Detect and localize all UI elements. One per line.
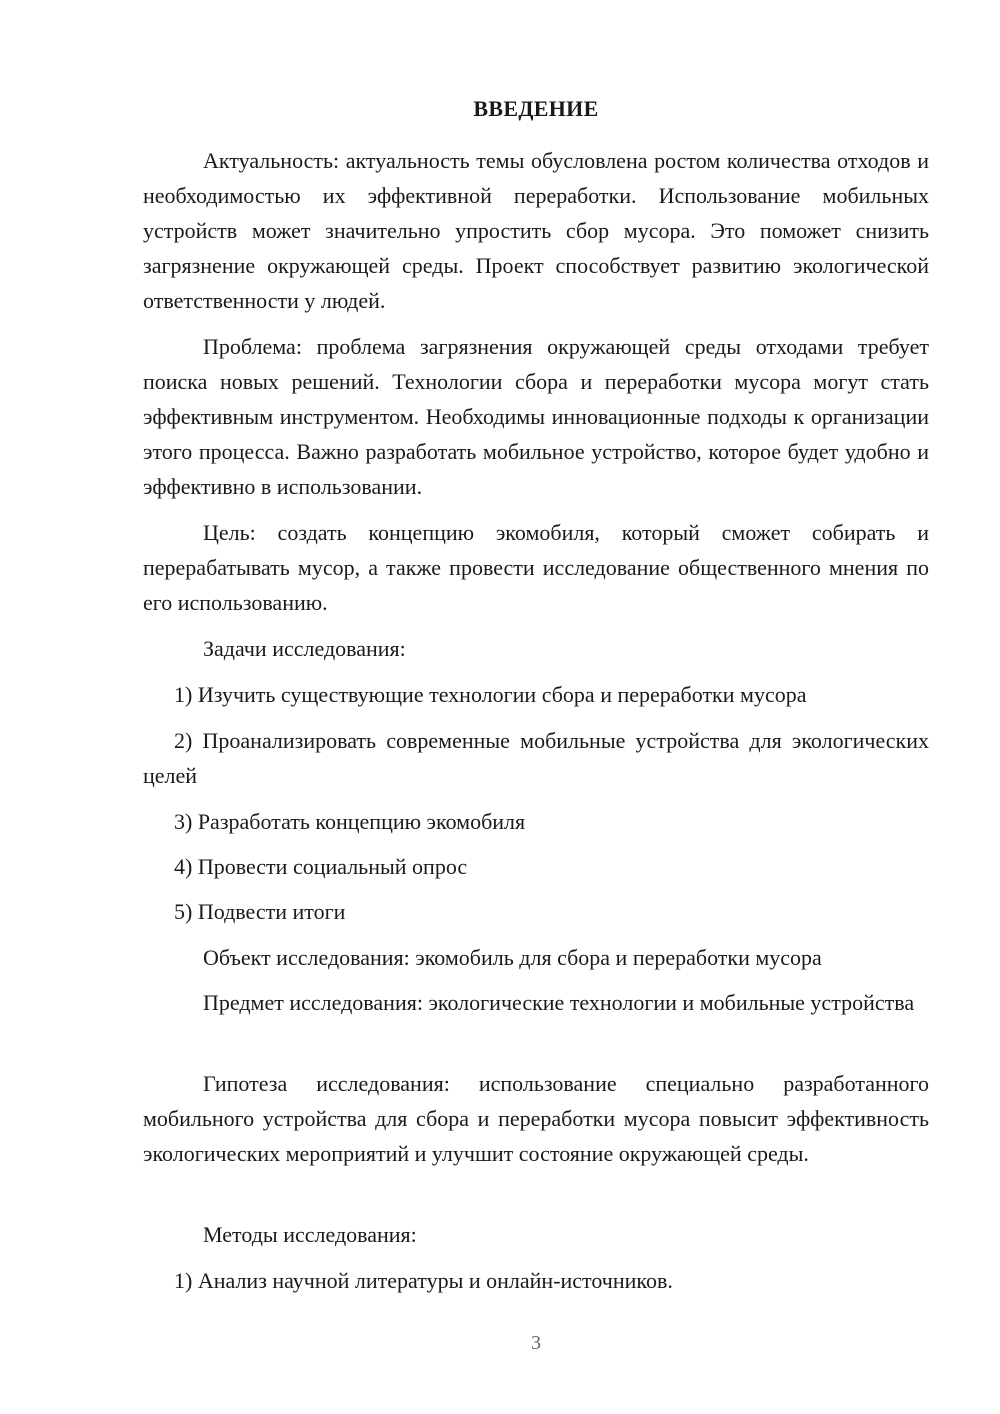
goal-paragraph: Цель: создать концепцию экомобиля, который сможет собирать и перерабатывать мусор, а также провести исследование общественного мнения по его использованию. (143, 520, 929, 615)
page-title: ВВЕДЕНИЕ (473, 96, 599, 121)
problem-paragraph: Проблема: проблема загрязнения окружающей среды отходами требует поиска новых решений. Технологии сбора и переработки мусора могут стать эффективным инструментом. Необходимы инновационные подходы к организации этого процесса. Важно разработать мобильное устройство, которое будет удобно и эффективно в использовании. (143, 334, 929, 499)
task-item-5: 5) Подвести итоги (174, 899, 346, 924)
task-item-4: 4) Провести социальный опрос (174, 854, 468, 879)
subject-paragraph: Предмет исследования: экологические технологии и мобильные устройства (203, 990, 915, 1015)
relevance-paragraph: Актуальность: актуальность темы обусловлена ростом количества отходов и необходимостью их эффективной переработки. Использование мобильных устройств может значительно упростить сбор мусора. Это поможет снизить загрязнение окружающей среды. Проект способствует развитию экологической ответственности у людей. (143, 148, 929, 313)
hypothesis-paragraph: Гипотеза исследования: использование специально разработанного мобильного устройства для сбора и переработки мусора повысит эффективность экологических мероприятий и улучшит состояние окружающей среды. (143, 1071, 929, 1166)
methods-heading: Методы исследования: (203, 1222, 417, 1247)
task-item-2: 2) Проанализировать современные мобильные устройства для экологических целей (143, 728, 929, 788)
object-paragraph: Объект исследования: экомобиль для сбора и переработки мусора (203, 945, 822, 970)
task-item-1: 1) Изучить существующие технологии сбора и переработки мусора (174, 682, 807, 707)
method-item-1: 1) Анализ научной литературы и онлайн-источников. (174, 1268, 673, 1293)
task-item-3: 3) Разработать концепцию экомобиля (174, 809, 526, 834)
tasks-heading: Задачи исследования: (203, 636, 406, 661)
page-number: 3 (531, 1332, 541, 1354)
